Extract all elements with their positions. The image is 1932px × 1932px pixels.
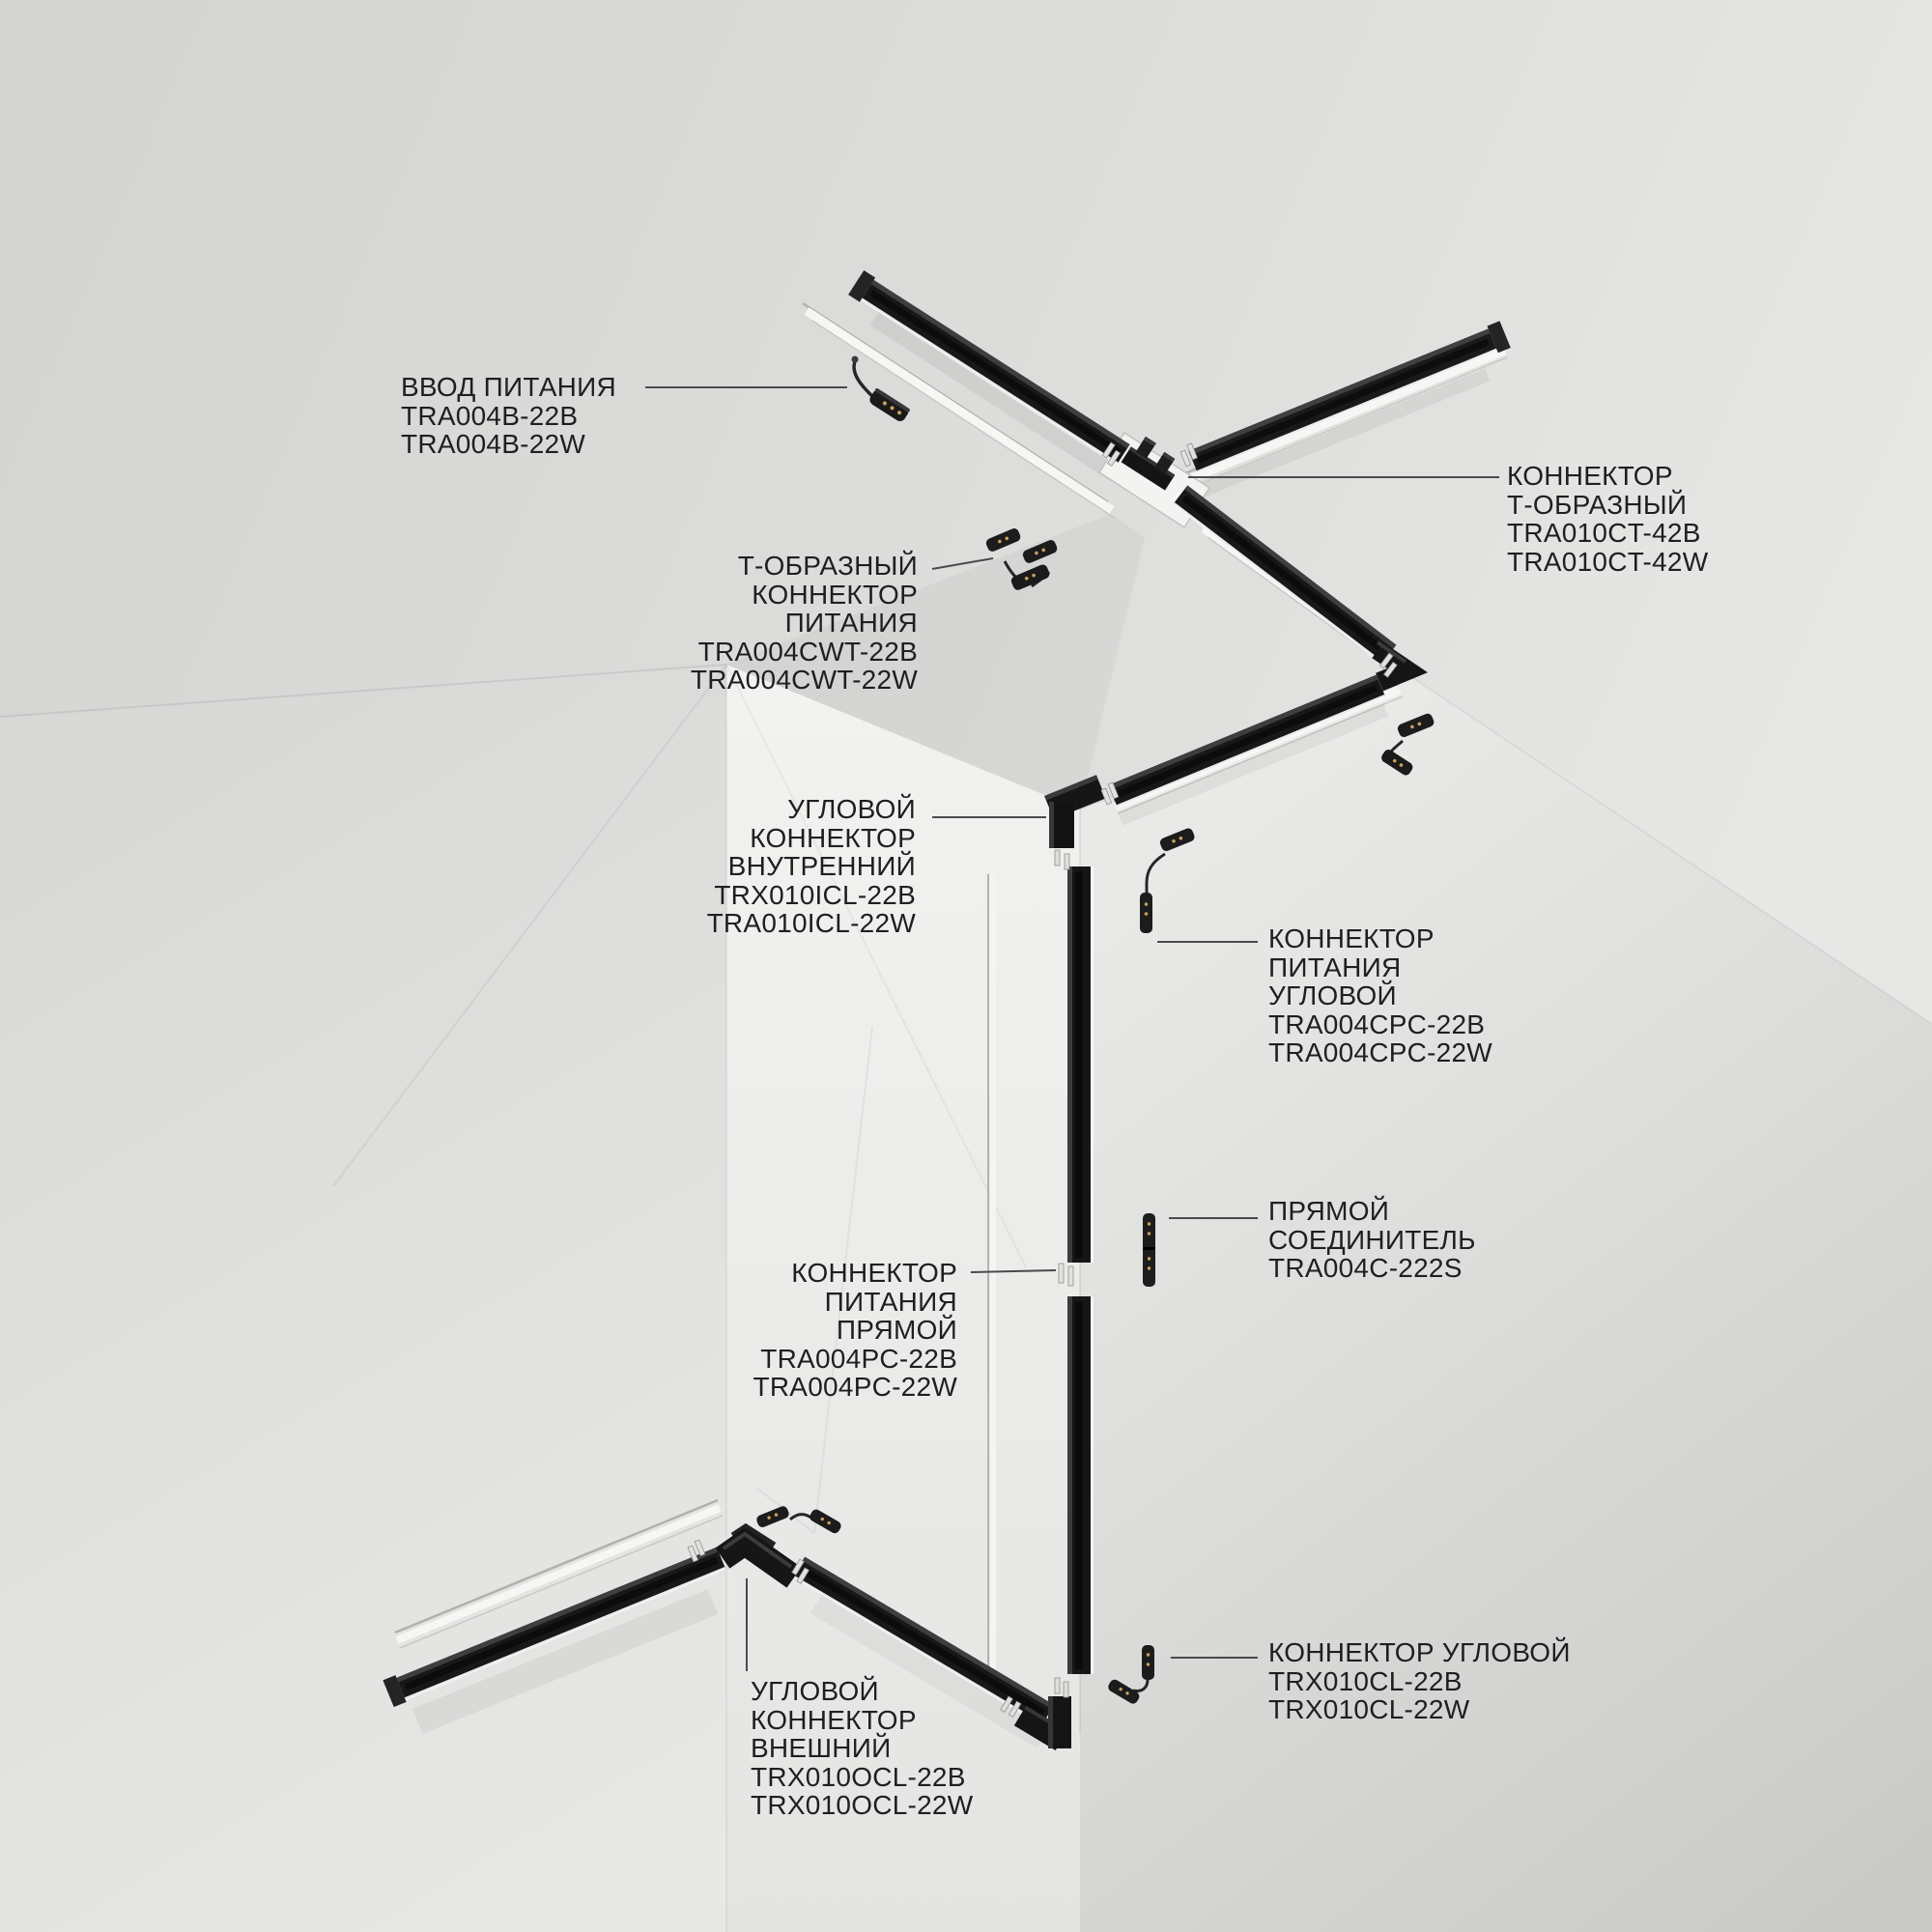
label-line: TRA004CWT-22W [690,665,918,696]
wall-track-lower [1067,1296,1094,1674]
label-straight-joiner [1268,1197,1476,1283]
label-line: КОННЕКТОР [752,579,918,610]
label-line: КОННЕКТОР [1268,923,1435,953]
label-line: TRA010CT-42B [1507,518,1701,549]
label-line: TRA004PC-22B [760,1343,957,1374]
label-t-connector [1507,462,1708,576]
groove-wall-vertical [988,874,993,1690]
label-t-power-connector [691,552,918,695]
label-line: TRA004C-222S [1268,1253,1463,1284]
label-line: ВНУТРЕННИЙ [727,851,916,882]
label-line: УГЛОВОЙ [1268,980,1397,1011]
label-corner-connector [1268,1638,1571,1724]
label-line: КОННЕКТОР [791,1258,957,1288]
label-line: КОННЕКТОР [1507,461,1673,491]
label-line: УГЛОВОЙ [751,1676,879,1706]
straight-joiner-part [1143,1213,1155,1287]
left-wall-plane [0,665,726,1932]
label-line: TRX010OCL-22W [751,1790,974,1821]
label-line: ПИТАНИЯ [824,1286,957,1317]
wall-track-upper [1067,867,1094,1263]
label-line: ПИТАНИЯ [1268,952,1402,982]
label-line: УГЛОВОЙ [787,794,916,824]
label-line: TRX010CL-22W [1268,1694,1470,1725]
label-straight-power-connector [753,1259,957,1402]
label-line: TRA004B-22B [401,400,579,431]
label-line: ВНЕШНИЙ [751,1733,892,1764]
label-inner-corner-connector [707,795,916,938]
label-line: TRA010CT-42W [1507,546,1709,577]
label-line: КОННЕКТОР [750,822,916,853]
label-line: TRA004CPC-22W [1268,1037,1492,1068]
label-line: TRX010CL-22B [1268,1665,1463,1696]
label-line: ПИТАНИЯ [784,608,918,639]
label-line: ПРЯМОЙ [1268,1196,1390,1226]
label-line: КОННЕКТОР [751,1704,917,1735]
label-line: ПРЯМОЙ [836,1315,957,1346]
label-line: TRA004B-22W [401,429,586,460]
label-line: КОННЕКТОР УГЛОВОЙ [1268,1637,1571,1667]
label-line: Т-ОБРАЗНЫЙ [737,551,918,581]
label-line: TRA004PC-22W [753,1372,957,1403]
label-outer-corner-connector [751,1677,973,1820]
label-line: TRX010ICL-22B [714,879,916,910]
label-line: TRA004CPC-22B [1268,1009,1486,1039]
label-line: TRA010ICL-22W [706,908,916,939]
label-line: TRA004CWT-22B [697,636,918,667]
label-line: СОЕДИНИТЕЛЬ [1268,1224,1476,1255]
label-line: Т-ОБРАЗНЫЙ [1507,489,1688,520]
label-line: TRX010OCL-22B [751,1761,966,1792]
label-power-input [401,373,616,459]
label-corner-power-connector [1268,924,1492,1067]
label-line: ВВОД ПИТАНИЯ [401,372,616,402]
